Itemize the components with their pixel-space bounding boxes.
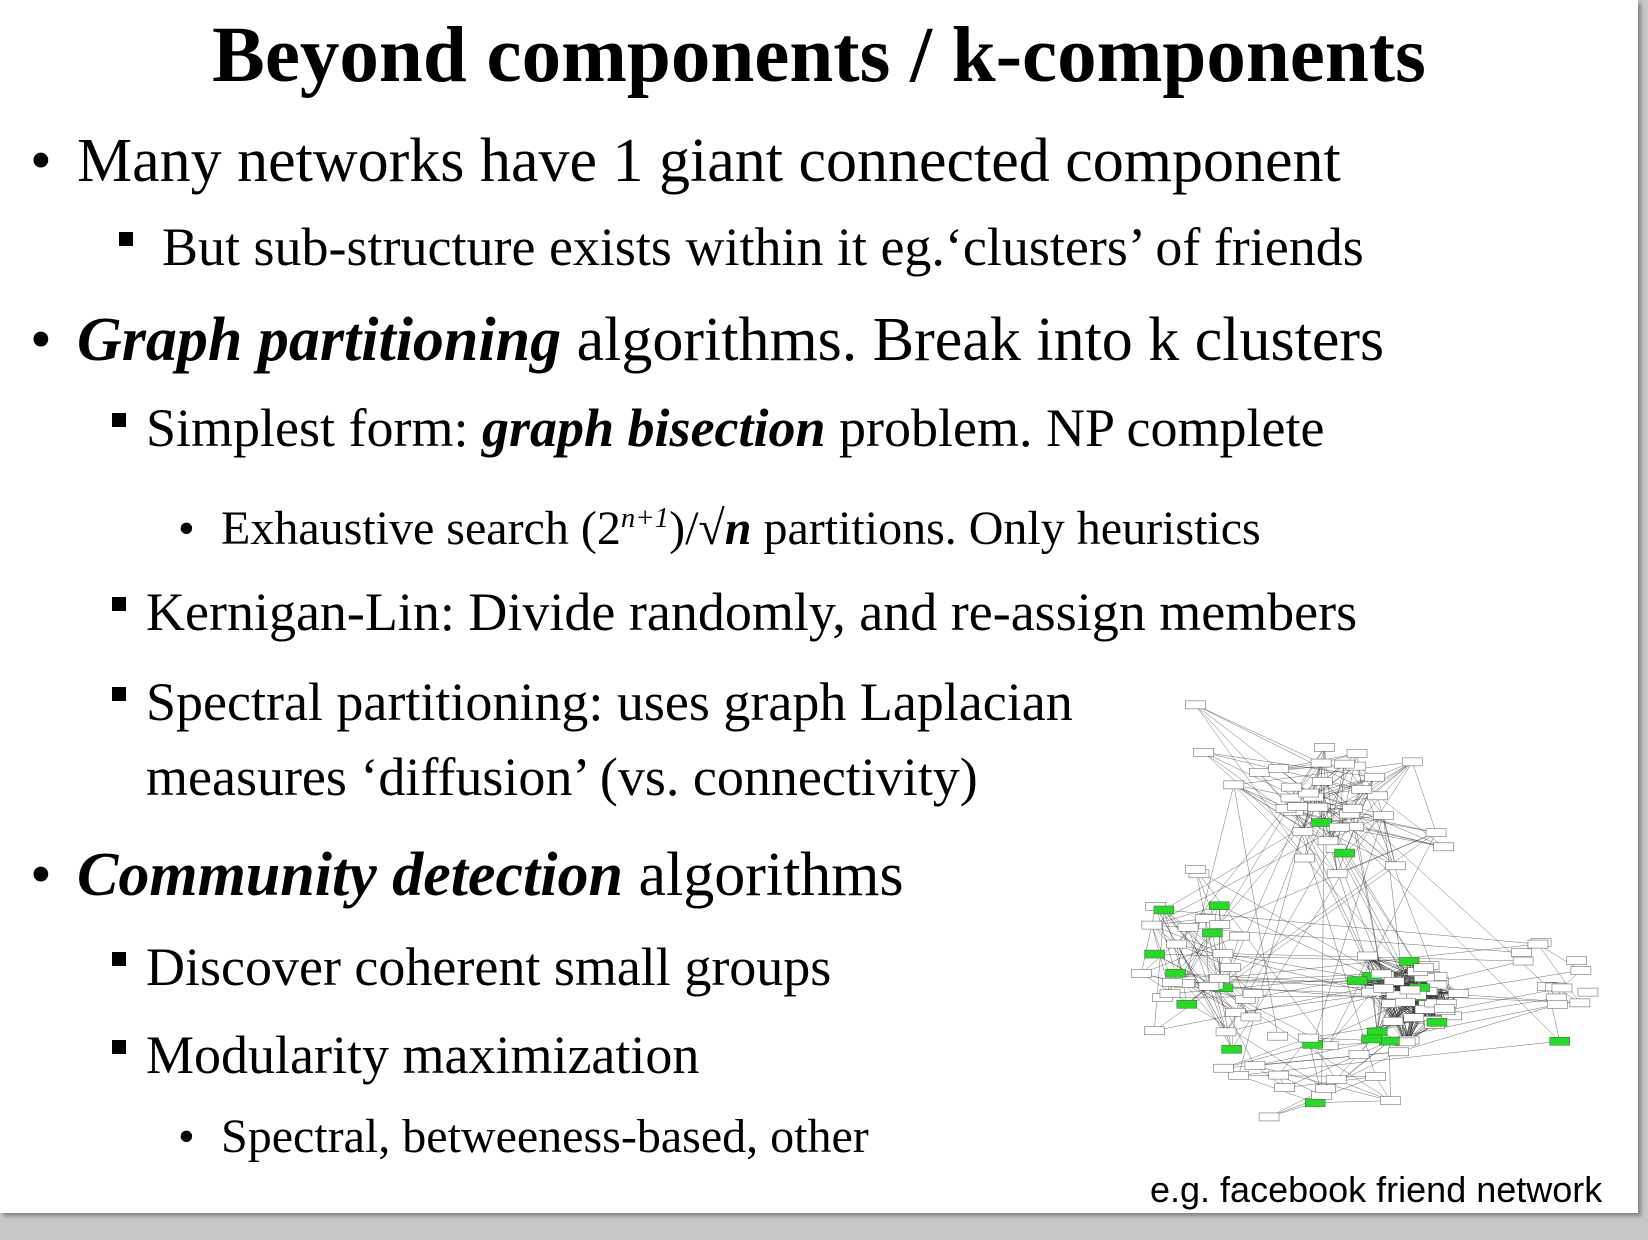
network-node: [1269, 765, 1289, 773]
network-node: [1511, 949, 1531, 957]
network-node-highlighted: [1379, 1037, 1399, 1045]
network-node: [1326, 1076, 1346, 1084]
network-edge: [1212, 807, 1317, 933]
network-edge: [1196, 870, 1232, 1050]
network-node: [1241, 1013, 1261, 1021]
network-node-highlighted: [1222, 1045, 1242, 1053]
network-node: [1426, 829, 1446, 837]
network-node: [1371, 970, 1391, 978]
network-node: [1213, 1064, 1233, 1072]
bullet-kernigan-lin: Kernigan-Lin: Divide randomly, and re-assign members: [146, 582, 1358, 642]
bullet-sub-structure: But sub-structure exists within it eg.‘clusters’ of friends: [162, 217, 1364, 277]
network-node: [1374, 984, 1394, 992]
network-node: [1380, 1097, 1400, 1105]
network-node: [1366, 1073, 1386, 1081]
network-node: [1448, 989, 1468, 997]
variable-n: n: [724, 502, 752, 555]
network-edge: [1318, 807, 1384, 976]
network-edge: [1141, 906, 1155, 973]
network-node: [1513, 957, 1533, 965]
network-node: [1547, 1001, 1567, 1009]
network-node-highlighted: [1209, 902, 1229, 910]
bullet-spectral-betweeness: Spectral, betweeness-based, other: [221, 1110, 869, 1163]
network-node-highlighted: [1177, 1000, 1197, 1008]
bullet-dot-icon: •: [30, 127, 52, 195]
network-edge: [1152, 827, 1339, 925]
network-node: [1282, 783, 1302, 791]
network-node: [1245, 1062, 1265, 1070]
network-node: [1404, 1014, 1424, 1022]
network-node: [1364, 773, 1384, 781]
network-node: [1373, 811, 1393, 819]
network-node: [1144, 1027, 1164, 1035]
bullet-community-detection: [77, 838, 904, 912]
network-node: [1216, 1028, 1236, 1036]
network-node: [1243, 989, 1263, 997]
network-node-highlighted: [1335, 849, 1355, 857]
superscript-exponent: n+1: [620, 502, 670, 534]
network-node: [1570, 999, 1590, 1007]
network-node: [1383, 1017, 1403, 1025]
network-node: [1142, 921, 1162, 929]
bullet-text: Exhaustive search (2: [221, 502, 621, 555]
network-node-highlighted: [1202, 929, 1222, 937]
network-node: [1357, 952, 1377, 960]
network-edge: [1239, 1075, 1376, 1076]
network-node: [1567, 957, 1587, 965]
network-node: [1414, 964, 1434, 972]
network-node-highlighted: [1347, 977, 1367, 985]
network-node: [1288, 803, 1308, 811]
network-node: [1229, 932, 1249, 940]
network-node: [1259, 1113, 1279, 1121]
network-node: [1213, 950, 1233, 958]
network-node: [1389, 1048, 1409, 1056]
term-community-detection: Community detection: [77, 841, 623, 909]
network-node: [1224, 781, 1244, 789]
bullet-dot-icon: •: [30, 306, 52, 374]
network-node: [1210, 974, 1230, 982]
network-node-highlighted: [1427, 1018, 1447, 1026]
network-node: [1402, 758, 1422, 766]
network-node: [1185, 701, 1205, 709]
network-node: [1269, 1071, 1289, 1079]
network-node: [1334, 760, 1354, 768]
square-bullet-icon: [112, 1040, 126, 1054]
network-node-highlighted: [1362, 1035, 1382, 1043]
network-node: [1314, 743, 1334, 751]
network-node: [1220, 963, 1240, 971]
square-bullet-icon: [112, 597, 126, 611]
network-node: [1578, 988, 1598, 996]
term-graph-bisection: graph bisection: [482, 398, 826, 458]
network-node: [1295, 854, 1315, 862]
bullet-modularity: Modularity maximization: [146, 1025, 700, 1085]
network-node: [1318, 837, 1338, 845]
bullet-dot-icon: •: [178, 1110, 195, 1163]
network-edge: [1223, 866, 1396, 988]
network-node-highlighted: [1305, 1099, 1325, 1107]
network-node: [1552, 984, 1572, 992]
network-node: [1349, 1050, 1369, 1058]
network-node-highlighted: [1312, 819, 1332, 827]
network-node: [1293, 828, 1313, 836]
bullet-text: algorithms: [622, 841, 904, 909]
network-node: [1308, 803, 1328, 811]
network-node: [1316, 1085, 1336, 1093]
bullet-text: partitions. Only heuristics: [751, 502, 1261, 555]
network-node: [1268, 1032, 1288, 1040]
network-node: [1571, 966, 1591, 974]
bullet-dot-icon: •: [178, 502, 195, 555]
network-edge: [1199, 874, 1328, 1046]
bullet-spectral-line2: measures ‘diffusion’ (vs. connectivity): [146, 747, 978, 807]
network-node: [1193, 748, 1213, 756]
square-bullet-icon: [119, 232, 133, 246]
square-bullet-icon: [112, 687, 126, 701]
network-node: [1347, 750, 1367, 758]
network-node: [1400, 986, 1420, 994]
square-bullet-icon: [112, 952, 126, 966]
bullet-text: problem. NP complete: [825, 398, 1325, 458]
network-node: [1435, 1005, 1455, 1013]
network-node: [1229, 1071, 1249, 1079]
network-node: [1131, 969, 1151, 977]
network-node: [1311, 759, 1331, 767]
network-node: [1386, 862, 1406, 870]
network-edge: [1315, 1101, 1390, 1103]
slide-title: Beyond components / k-components: [212, 12, 1426, 99]
bullet-exhaustive-search: [221, 501, 1261, 557]
bullet-dot-icon: •: [30, 841, 52, 909]
square-bullet-icon: [112, 413, 126, 427]
facebook-network-figure: [1105, 650, 1635, 1170]
network-node: [1186, 866, 1206, 874]
network-node: [1434, 843, 1454, 851]
bullet-giant-component: Many networks have 1 giant connected component: [77, 127, 1341, 195]
bullet-graph-partitioning: [77, 303, 1384, 377]
network-node: [1275, 1084, 1295, 1092]
network-node-highlighted: [1154, 906, 1174, 914]
network-node: [1395, 998, 1415, 1006]
network-node: [1199, 982, 1219, 990]
network-edge: [1353, 808, 1382, 973]
network-edge: [1239, 1041, 1560, 1075]
network-edge: [1195, 705, 1321, 763]
network-edge: [1412, 762, 1436, 833]
bullet-coherent-groups: Discover coherent small groups: [146, 937, 832, 997]
bullet-graph-bisection: [146, 396, 1324, 460]
term-graph-partitioning: Graph partitioning: [77, 306, 562, 374]
network-node: [1327, 870, 1347, 878]
network-node-highlighted: [1550, 1037, 1570, 1045]
network-node-highlighted: [1166, 969, 1186, 977]
network-node: [1162, 978, 1182, 986]
figure-caption: e.g. facebook friend network: [1150, 1169, 1603, 1210]
bullet-text: algorithms. Break into k clusters: [561, 306, 1385, 374]
network-node: [1329, 823, 1349, 831]
bullet-spectral-line1: Spectral partitioning: uses graph Laplacian: [146, 672, 1073, 732]
network-node: [1298, 1034, 1318, 1042]
network-node-highlighted: [1145, 950, 1165, 958]
bullet-text: Simplest form:: [146, 398, 482, 458]
network-node: [1528, 940, 1548, 948]
network-node: [1160, 990, 1180, 998]
network-node: [1312, 777, 1332, 785]
network-node: [1167, 940, 1187, 948]
network-node: [1281, 794, 1301, 802]
network-node: [1210, 921, 1230, 929]
bullet-text: )/√: [669, 502, 725, 555]
network-node: [1249, 768, 1269, 776]
network-edge: [1195, 705, 1304, 858]
network-node: [1178, 923, 1198, 931]
network-node: [1343, 804, 1363, 812]
network-node: [1352, 785, 1372, 793]
